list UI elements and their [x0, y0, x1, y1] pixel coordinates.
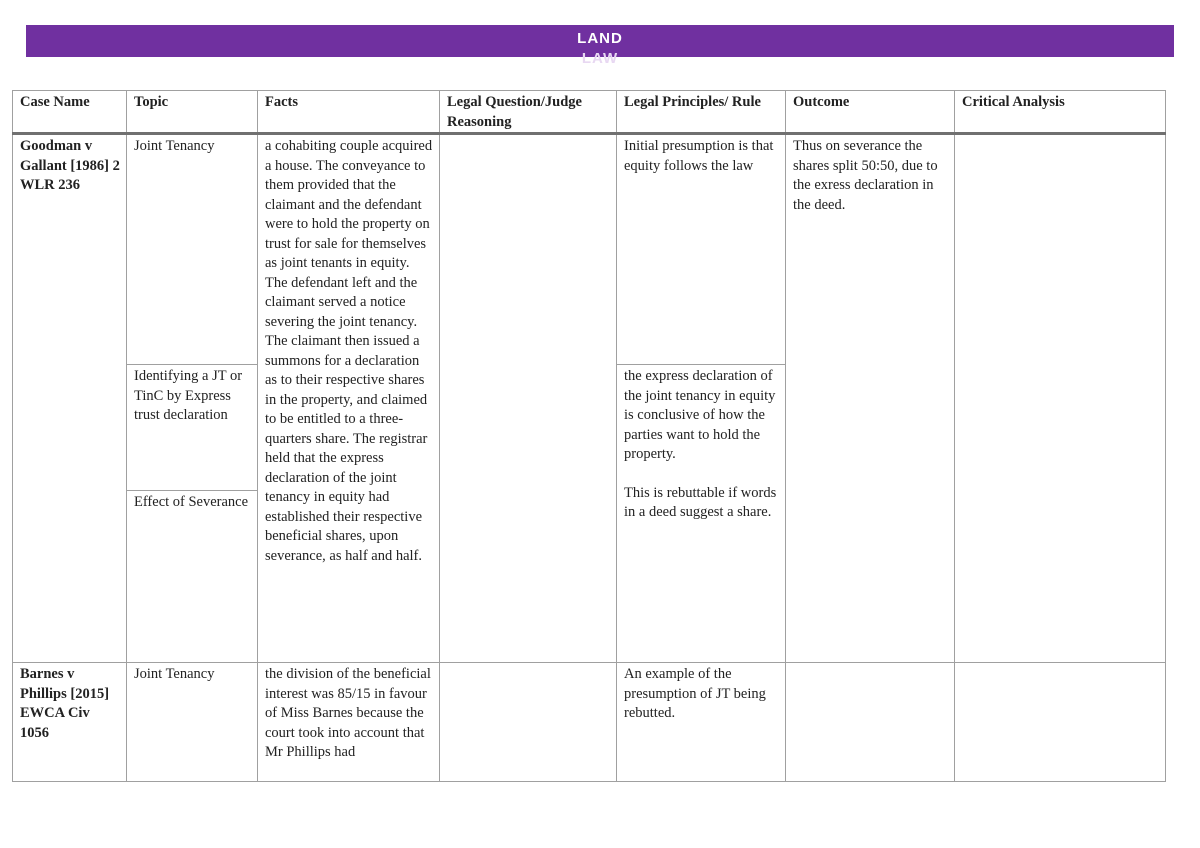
case-name-cell: Barnes v Phillips [2015] EWCA Civ 1056	[13, 663, 127, 782]
outcome-cell: Thus on severance the shares split 50:50, due to the exress declaration in the deed.	[786, 134, 955, 663]
header-legal-principles: Legal Principles/ Rule	[617, 91, 786, 134]
table-row	[13, 134, 1166, 365]
principle-cell: An example of the presumption of JT being rebutted.	[617, 663, 786, 782]
facts-cell: the division of the beneficial interest was 85/15 in favour of Miss Barnes because the court took into account that Mr Phillips had	[258, 663, 440, 782]
header-legal-question: Legal Question/Judge Reasoning	[440, 91, 617, 134]
header-facts: Facts	[258, 91, 440, 134]
principle-text: This is rebuttable if words in a deed suggest a share.	[624, 484, 777, 520]
header-critical-analysis: Critical Analysis	[955, 91, 1166, 134]
principle-cell	[617, 365, 786, 663]
header-row	[13, 91, 1166, 134]
topic-cell: Joint Tenancy	[127, 663, 258, 782]
analysis-cell	[955, 663, 1166, 782]
analysis-cell	[955, 134, 1166, 663]
header-topic: Topic	[127, 91, 258, 134]
title-banner	[26, 25, 1174, 67]
banner-subtitle: LAW	[581, 50, 619, 67]
topic-cell: Identifying a JT or TinC by Express trust declaration	[127, 365, 258, 491]
reasoning-cell	[440, 134, 617, 663]
reasoning-cell	[440, 663, 617, 782]
topic-cell: Effect of Severance	[127, 491, 258, 663]
banner-title: LAND	[577, 30, 623, 47]
case-table	[12, 90, 1166, 782]
case-name-cell: Goodman v Gallant [1986] 2 WLR 236	[13, 134, 127, 663]
topic-cell: Joint Tenancy	[127, 134, 258, 365]
table-row	[13, 663, 1166, 782]
outcome-cell	[786, 663, 955, 782]
header-case-name: Case Name	[13, 91, 127, 134]
principle-cell: Initial presumption is that equity follows the law	[617, 134, 786, 365]
principle-text: the express declaration of the joint tenancy in equity is conclusive of how the parties want to hold the property.	[624, 368, 776, 462]
facts-cell: a cohabiting couple acquired a house. The conveyance to them provided that the claimant and the defendant were to hold the property on trust for sale for themselves as joint tenants in equity. The defendant left and the claimant served a notice severing the joint tenancy. The claimant then issued a summons for a declaration as to their respective shares in the property, and claimed to be entitled to a three-quarters share. The registrar held that the express declaration of the joint tenancy in equity had established their respective beneficial shares, upon severance, as half and half.	[258, 134, 440, 663]
header-outcome: Outcome	[786, 91, 955, 134]
